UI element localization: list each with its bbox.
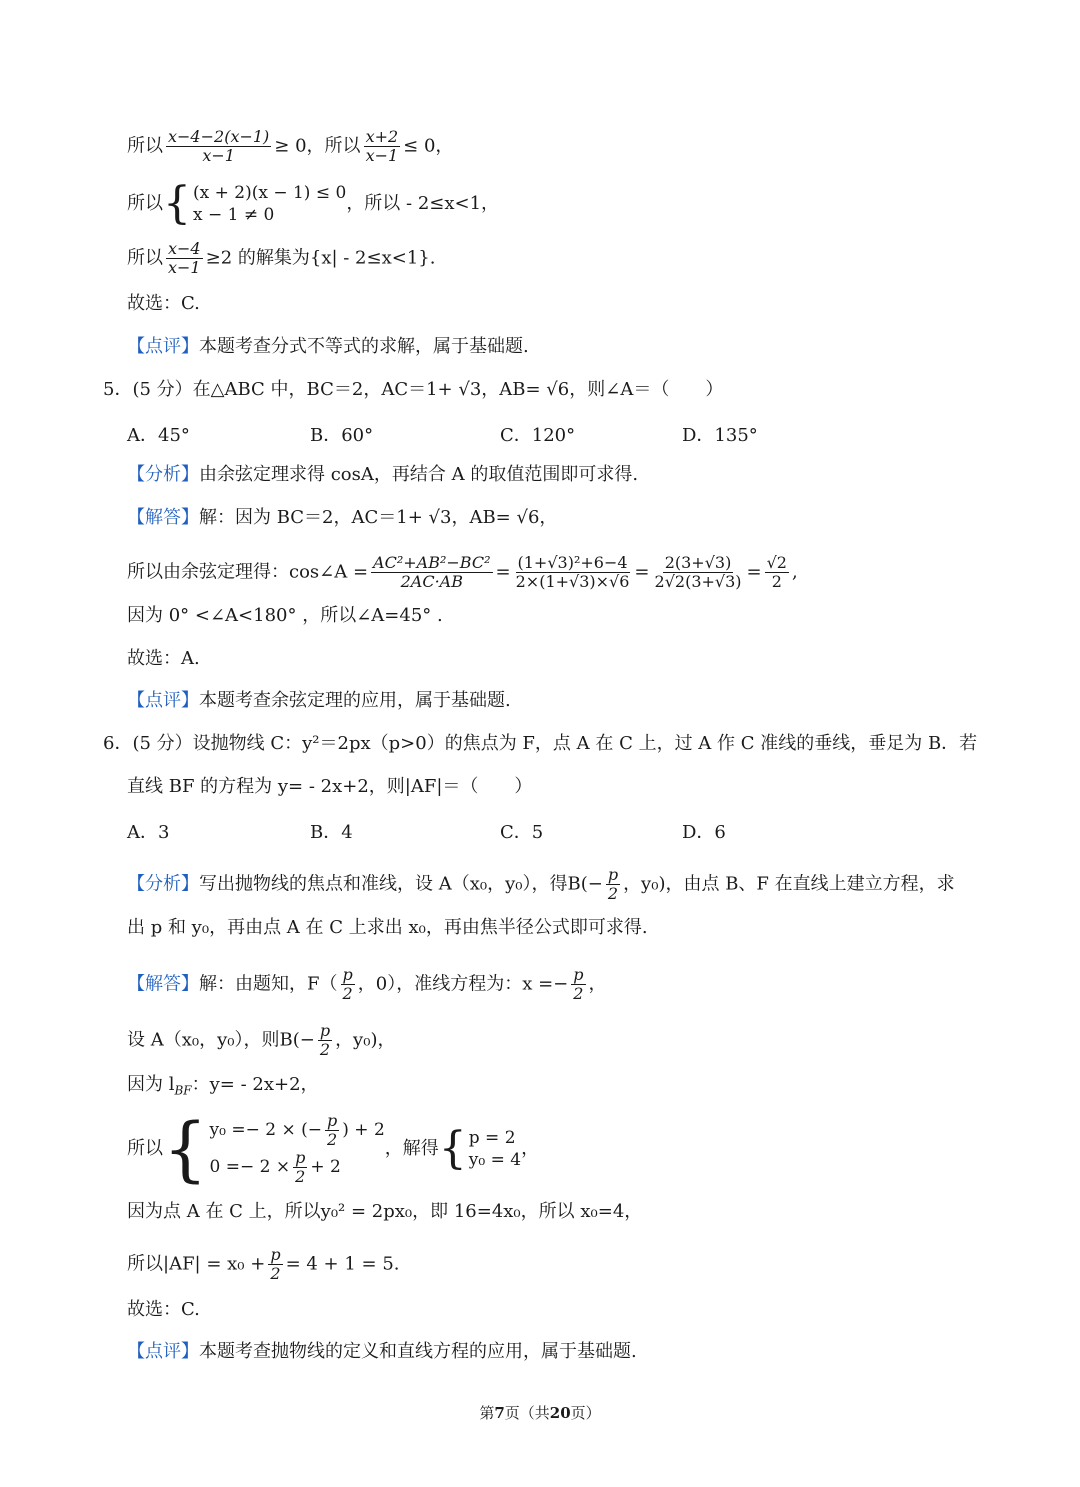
page-footer — [0, 1402, 1080, 1423]
equation-system — [438, 1123, 522, 1174]
left-brace: { — [163, 1108, 208, 1190]
solution-tag: 【解答】 — [127, 973, 199, 995]
numerator: AC²+AB²−BC² — [373, 553, 491, 572]
q6-solution-6 — [127, 1246, 400, 1283]
numerator: x−4 — [168, 239, 201, 258]
fraction — [293, 1149, 307, 1186]
text: ，y₀)，由点 B、F 在直线上建立方程，求 — [623, 873, 955, 895]
text: ，所以 - 2≤x<1， — [346, 193, 500, 214]
text: 所以 — [127, 247, 163, 269]
fraction — [166, 128, 271, 165]
text: 第 — [479, 1404, 495, 1422]
analysis-tag: 【分析】 — [127, 464, 199, 485]
text: ≥ 0，所以 — [274, 135, 361, 157]
q6-option-d: D．6 — [682, 822, 726, 843]
solution-text: 解：因为 BC＝2，AC＝1+ √3，AB= √6， — [199, 507, 558, 528]
system-row — [210, 1112, 385, 1149]
denominator: 2 — [771, 572, 782, 591]
text: 所以 — [127, 135, 163, 157]
q6-option-c: C．5 — [500, 822, 544, 843]
q6-solution-5: 因为点 A 在 C 上，所以y₀² = 2px₀，即 16=4x₀，所以 x₀=4， — [127, 1201, 643, 1222]
text: ， — [588, 973, 607, 995]
numerator: x−4−2(x−1) — [168, 127, 270, 146]
fraction — [606, 866, 620, 903]
text: + 2 — [310, 1157, 341, 1177]
q6-solution-3 — [127, 1073, 319, 1103]
q5-option-c: C．120° — [500, 425, 576, 446]
system-row: (x + 2)(x − 1) ≤ 0 — [193, 183, 347, 203]
fraction — [325, 1112, 339, 1149]
denominator: 2 — [607, 884, 619, 903]
q6-review — [127, 1340, 637, 1364]
review-tag: 【点评】 — [127, 690, 199, 711]
page-number: 7 — [494, 1404, 505, 1422]
fraction — [364, 128, 401, 165]
text: ) + 2 — [342, 1120, 385, 1140]
denominator: 2 — [319, 1040, 331, 1059]
numerator: √2 — [766, 553, 787, 572]
analysis-tag: 【分析】 — [127, 873, 199, 895]
numerator: p — [319, 1021, 331, 1040]
fraction — [166, 240, 203, 277]
text: 所以 — [127, 1138, 163, 1159]
q5-option-a: A．45° — [127, 425, 190, 446]
numerator: (1+√3)²+6−4 — [517, 553, 628, 572]
text: 所以 — [127, 193, 163, 214]
fraction — [268, 1246, 282, 1283]
text: 解：由题知，F（ — [199, 973, 338, 995]
fraction — [341, 966, 355, 1003]
text: ， — [521, 1138, 540, 1159]
q6-solution-4 — [127, 1108, 540, 1190]
text: 0 =− 2 × — [209, 1157, 291, 1177]
fraction — [514, 554, 632, 591]
text: 写出抛物线的焦点和准线，设 A（x₀，y₀），得B(− — [199, 873, 603, 895]
q6-option-a: A．3 — [127, 822, 170, 843]
q5-option-b: B．60° — [310, 425, 374, 446]
review-text: 本题考查余弦定理的应用，属于基础题. — [199, 690, 511, 711]
q6-solution-1 — [127, 966, 607, 1003]
numerator: 2(3+√3) — [664, 553, 732, 572]
text: ≤ 0， — [403, 135, 454, 157]
q5-answer: 故选：A. — [127, 648, 200, 669]
text: 页（共 — [504, 1404, 550, 1422]
fraction — [318, 1022, 332, 1059]
denominator: x−1 — [202, 146, 235, 165]
left-brace: { — [163, 178, 191, 229]
denominator: 2 — [270, 1264, 281, 1283]
q4-line-2 — [127, 178, 500, 229]
numerator: p — [270, 1245, 281, 1264]
q5-range: 因为 0° <∠A<180° ，所以∠A=45° . — [127, 605, 443, 626]
denominator: 2√2(3+√3) — [654, 572, 742, 591]
review-tag: 【点评】 — [127, 336, 199, 357]
equation-system — [163, 178, 347, 229]
fraction — [371, 554, 492, 591]
numerator: p — [607, 865, 619, 884]
q6-stem-1: 6．(5 分）设抛物线 C：y²＝2px（p>0）的焦点为 F，点 A 在 C 上，过 A 作 C 准线的垂线，垂足为 B．若 — [103, 733, 978, 754]
q5-stem: 5．(5 分）在△ABC 中，BC＝2，AC＝1+ √3，AB= √6，则∠A＝（ ） — [103, 379, 724, 400]
numerator: x+2 — [365, 127, 399, 146]
text: y₀ =− 2 × (− — [209, 1120, 323, 1140]
subscript: BF — [174, 1083, 192, 1098]
solution-tag: 【解答】 — [127, 507, 199, 528]
q4-review — [127, 335, 529, 359]
text: = 4 + 1 = 5. — [285, 1253, 400, 1275]
equation-system — [163, 1108, 385, 1190]
text: 所以由余弦定理得：cos∠A = — [127, 561, 369, 583]
numerator: p — [295, 1148, 306, 1167]
review-tag: 【点评】 — [127, 1341, 199, 1362]
q5-review — [127, 689, 511, 713]
q5-option-d: D．135° — [682, 425, 758, 446]
text: ，解得 — [384, 1138, 439, 1159]
system-row — [210, 1149, 385, 1186]
q6-option-b: B．4 — [310, 822, 353, 843]
total-pages: 20 — [549, 1404, 571, 1422]
denominator: x−1 — [365, 146, 399, 165]
text: ：y= - 2x+2， — [191, 1074, 319, 1095]
system-row: x − 1 ≠ 0 — [193, 205, 275, 225]
q4-answer: 故选：C. — [127, 293, 200, 314]
q6-analysis-1 — [127, 866, 955, 903]
q5-cosine-line: 所以由余弦定理得：cos∠A = $\frac{\text{AC²+AB²−BC²}}{2AC\cdot AB}$ = $\frac{\text{(1+√3)²+6−4}}{2\times(1+√3)\times√6}$ = $\frac{2(3+√3)}{2√2(3+√3)}$ = $\frac{√2}{2}$ , — [127, 553, 798, 591]
denominator: 2 — [573, 984, 584, 1003]
q6-solution-2 — [127, 1022, 395, 1059]
system-row: y₀ = 4 — [468, 1150, 522, 1170]
q6-stem-2: 直线 BF 的方程为 y= - 2x+2，则|AF|＝（ ） — [127, 776, 533, 797]
fraction — [653, 554, 744, 591]
review-text: 本题考查抛物线的定义和直线方程的应用，属于基础题. — [199, 1341, 637, 1362]
q5-analysis — [127, 463, 638, 487]
denominator: 2AC·AB — [400, 572, 463, 591]
q4-line-1 — [127, 128, 453, 165]
denominator: x−1 — [168, 258, 201, 277]
q6-analysis-2: 出 p 和 y₀，再由点 A 在 C 上求出 x₀，再由焦半径公式即可求得. — [127, 917, 648, 938]
q4-line-3 — [127, 240, 435, 277]
denominator: 2 — [327, 1130, 338, 1149]
denominator: 2 — [342, 984, 353, 1003]
system-row: p = 2 — [468, 1128, 516, 1148]
text: ，0），准线方程为：x =− — [357, 973, 569, 995]
text: ≥2 的解集为{x| - 2≤x<1}. — [205, 247, 436, 269]
left-brace: { — [438, 1123, 467, 1174]
fraction — [765, 554, 789, 591]
numerator: p — [342, 965, 353, 984]
denominator: 2×(1+√3)×√6 — [515, 572, 630, 591]
fraction — [571, 966, 585, 1003]
text: 所以|AF| = x₀ + — [127, 1253, 266, 1275]
q6-answer: 故选：C. — [127, 1299, 200, 1320]
text: 设 A（x₀，y₀），则B(− — [127, 1029, 315, 1051]
denominator: 2 — [295, 1167, 306, 1186]
analysis-text: 由余弦定理求得 cosA，再结合 A 的取值范围即可求得. — [199, 464, 639, 485]
numerator: p — [573, 965, 584, 984]
text: 因为 l — [127, 1074, 175, 1095]
text: 页） — [570, 1404, 601, 1422]
text: ，y₀)， — [335, 1029, 396, 1051]
q5-solution — [127, 506, 557, 530]
numerator: p — [327, 1111, 338, 1130]
review-text: 本题考查分式不等式的求解，属于基础题. — [199, 336, 529, 357]
